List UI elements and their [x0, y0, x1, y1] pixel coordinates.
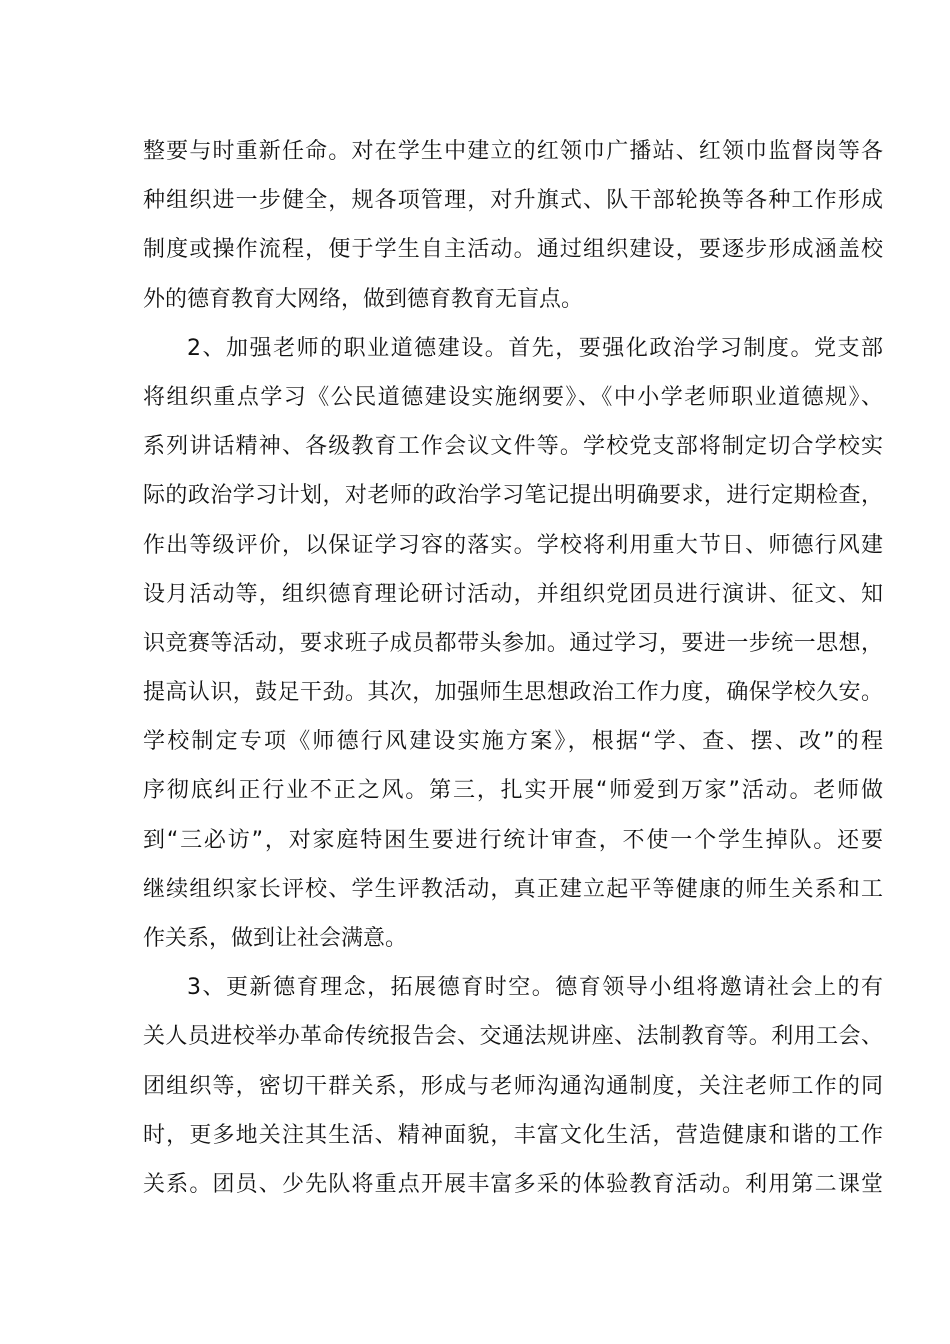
text-line: 到“三必访”，对家庭特困生要进行统计审查，不使一个学生掉队。还要 [143, 827, 883, 853]
text-line: 设月活动等，组织德育理论研讨活动，并组织党团员进行演讲、征文、知 [143, 581, 883, 607]
text-line: 序彻底纠正行业不正之风。第三，扎实开展“师爱到万家”活动。老师做 [143, 778, 883, 804]
text-line: 继续组织家长评校、学生评教活动，真正建立起平等健康的师生关系和工 [143, 876, 883, 902]
text-line: 提高认识，鼓足干劲。其次，加强师生思想政治工作力度，确保学校久安。 [143, 680, 883, 706]
text-line: 关人员进校举办革命传统报告会、交通法规讲座、法制教育等。利用工会、 [143, 1024, 883, 1050]
body-text [143, 132, 883, 1214]
text-line: 种组织进一步健全，规各项管理，对升旗式、队干部轮换等各种工作形成 [143, 188, 883, 214]
text-line: 关系。团员、少先队将重点开展丰富多采的体验教育活动。利用第二课堂 [143, 1171, 883, 1197]
paragraph-first-line: 2、加强老师的职业道德建设。首先，要强化政治学习制度。党支部 [187, 335, 883, 361]
text-line: 际的政治学习计划，对老师的政治学习笔记提出明确要求，进行定期检查， [143, 483, 883, 509]
text-line: 作出等级评价，以保证学习容的落实。学校将利用重大节日、师德行风建 [143, 532, 883, 558]
text-line: 制度或操作流程，便于学生自主活动。通过组织建设，要逐步形成涵盖校 [143, 237, 883, 263]
text-line: 团组织等，密切干群关系，形成与老师沟通沟通制度，关注老师工作的同 [143, 1073, 883, 1099]
text-line: 整要与时重新任命。对在学生中建立的红领巾广播站、红领巾监督岗等各 [143, 139, 883, 164]
text-line: 外的德育教育大网络，做到德育教育无盲点。 [143, 286, 584, 312]
text-line: 学校制定专项《师德行风建设实施方案》，根据“学、查、摆、改”的程 [143, 729, 883, 755]
paragraph-first-line: 3、更新德育理念，拓展德育时空。德育领导小组将邀请社会上的有 [187, 975, 883, 1001]
text-line: 将组织重点学习《公民道德建设实施纲要》、《中小学老师职业道德规》、 [143, 384, 883, 410]
text-line: 作关系，做到让社会满意。 [143, 926, 408, 951]
text-line: 系列讲话精神、各级教育工作会议文件等。学校党支部将制定切合学校实 [143, 434, 883, 460]
text-line: 识竞赛等活动，要求班子成员都带头参加。通过学习，要进一步统一思想， [143, 630, 883, 656]
text-line: 时，更多地关注其生活、精神面貌，丰富文化生活，营造健康和谐的工作 [143, 1122, 883, 1148]
